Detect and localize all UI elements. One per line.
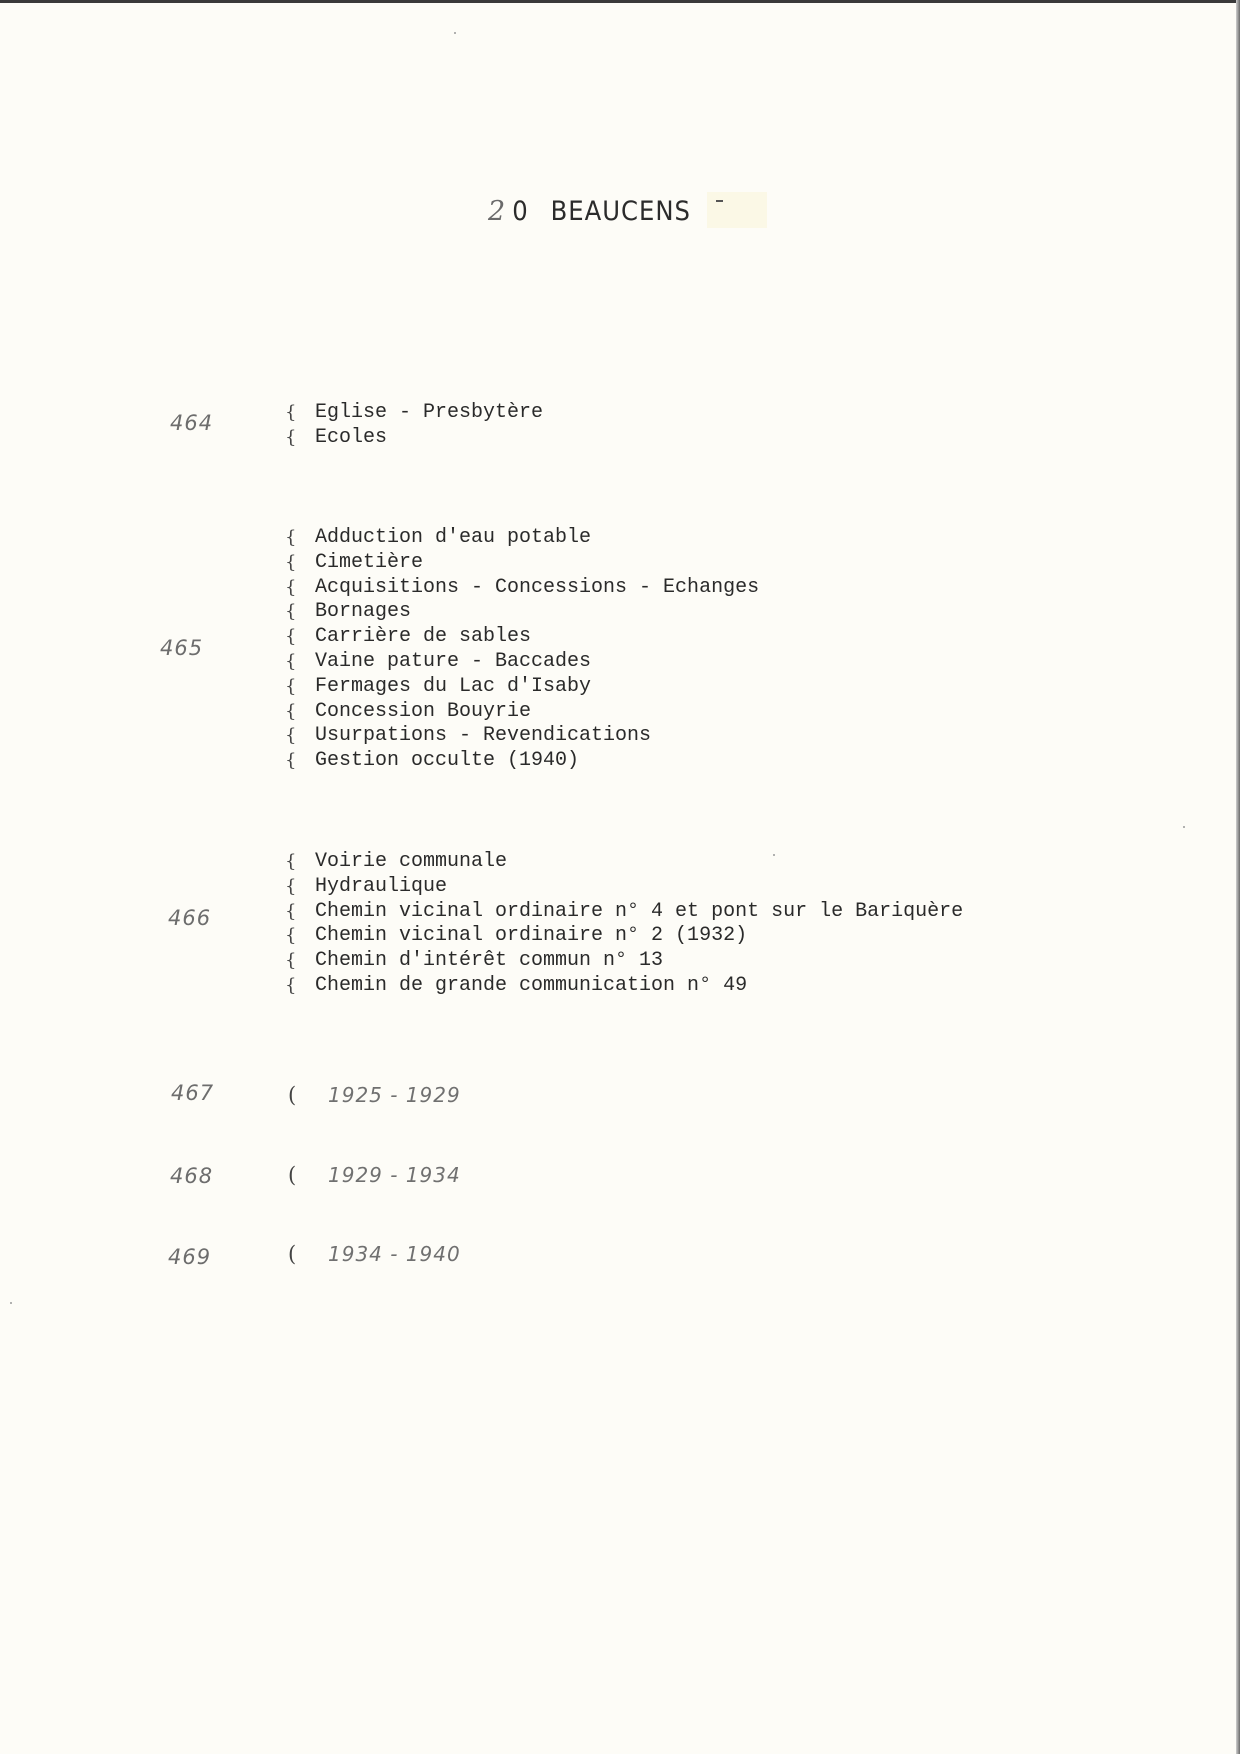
date-range-468: 1929 - 1934 xyxy=(328,1163,461,1187)
brace-mark: { xyxy=(285,601,297,623)
brace-mark: { xyxy=(285,402,297,423)
group-465-list xyxy=(285,526,759,774)
brace-mark: { xyxy=(285,626,297,648)
brace-mark: { xyxy=(285,925,297,947)
group-number-469: 469 xyxy=(168,1245,212,1269)
group-464-list xyxy=(285,401,543,451)
brace-mark: ( xyxy=(288,1242,297,1266)
list-item: { Hydraulique xyxy=(285,874,448,898)
brace-mark: { xyxy=(285,875,297,897)
brace-mark: { xyxy=(285,750,297,772)
list-item: { Voirie communale xyxy=(285,850,508,873)
date-row-468 xyxy=(288,1163,461,1187)
list-item: { Acquisitions - Concessions - Echanges xyxy=(285,575,760,599)
brace-mark: { xyxy=(285,950,297,972)
date-row-467 xyxy=(288,1083,461,1107)
scan-speck xyxy=(773,854,775,856)
brace-mark: { xyxy=(285,725,297,747)
brace-mark: { xyxy=(285,900,297,922)
brace-mark: { xyxy=(285,675,297,697)
list-item: { Carrière de sables xyxy=(285,625,532,649)
page-title xyxy=(488,196,691,227)
list-item: { Eglise - Presbytère xyxy=(285,401,544,424)
brace-mark: { xyxy=(285,576,297,598)
list-item: { Fermages du Lac d'Isaby xyxy=(285,674,592,698)
title-commune-name: BEAUCENS xyxy=(550,196,691,227)
list-item: { Vaine pature - Baccades xyxy=(285,649,592,673)
group-number-466: 466 xyxy=(168,906,212,930)
list-item: { Ecoles xyxy=(285,425,388,449)
title-handwritten-digit: 2 xyxy=(488,196,507,227)
scan-speck xyxy=(1183,826,1185,828)
title-typed-digit: 0 xyxy=(512,196,529,227)
list-item: { Adduction d'eau potable xyxy=(285,526,592,549)
scan-top-edge xyxy=(0,0,1240,3)
list-item: { Chemin vicinal ordinaire n° 4 et pont sur le Bariquère xyxy=(285,899,964,923)
brace-mark: ( xyxy=(288,1083,297,1107)
list-item: { Chemin vicinal ordinaire n° 2 (1932) xyxy=(285,924,748,948)
date-range-467: 1925 - 1929 xyxy=(328,1083,461,1107)
group-number-464: 464 xyxy=(170,411,214,435)
brace-mark: ( xyxy=(288,1163,297,1187)
list-item: { Chemin d'intérêt commun n° 13 xyxy=(285,949,664,973)
brace-mark: { xyxy=(285,974,297,996)
brace-mark: { xyxy=(285,551,297,573)
list-item: { Cimetière xyxy=(285,550,424,574)
group-number-465: 465 xyxy=(160,636,204,660)
date-row-469 xyxy=(288,1242,461,1266)
list-item: { Bornages xyxy=(285,600,412,624)
list-item: { Gestion occulte (1940) xyxy=(285,749,580,773)
title-highlight-mark xyxy=(707,192,767,228)
group-466-list xyxy=(285,850,963,999)
title-tick-mark xyxy=(716,200,723,202)
brace-mark: { xyxy=(285,650,297,672)
date-range-469: 1934 - 1940 xyxy=(328,1242,461,1266)
brace-mark: { xyxy=(285,527,297,548)
list-item: { Usurpations - Revendications xyxy=(285,724,652,748)
brace-mark: { xyxy=(285,426,297,448)
group-number-467: 467 xyxy=(171,1081,215,1105)
scan-speck xyxy=(454,32,456,34)
scan-speck xyxy=(10,1302,12,1304)
group-number-468: 468 xyxy=(170,1164,214,1188)
list-item: { Chemin de grande communication n° 49 xyxy=(285,973,748,997)
list-item: { Concession Bouyrie xyxy=(285,699,532,723)
brace-mark: { xyxy=(285,851,297,872)
scan-right-edge xyxy=(1236,0,1240,1754)
brace-mark: { xyxy=(285,700,297,722)
